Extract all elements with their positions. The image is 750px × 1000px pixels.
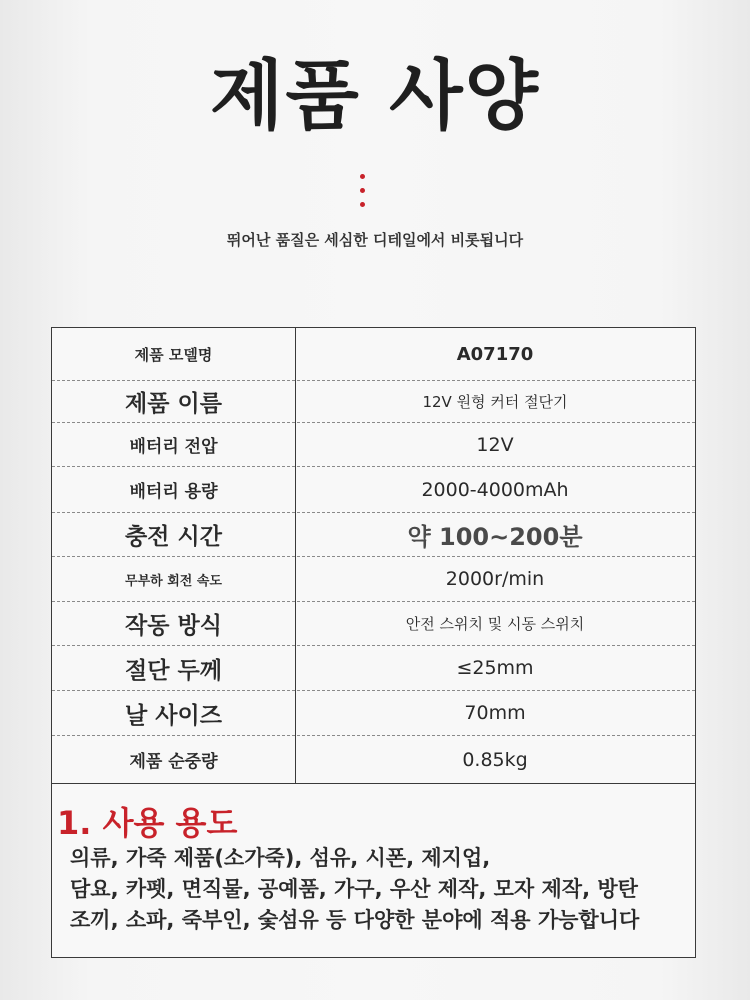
spec-label: 날 사이즈 — [125, 702, 222, 729]
spec-value: 12V 원형 커터 절단기 — [422, 393, 568, 411]
spec-row-operation — [52, 602, 695, 646]
usage-line: 조끼, 소파, 죽부인, 숯섬유 등 다양한 분야에 적용 가능합니다 — [70, 908, 640, 932]
spec-row-capacity — [52, 467, 695, 513]
spec-value: 2000r/min — [445, 568, 545, 590]
spec-row-charge-time — [52, 513, 695, 557]
spec-row-voltage — [52, 423, 695, 467]
spec-label: 배터리 용량 — [129, 482, 218, 502]
spec-value: 70mm — [464, 702, 526, 724]
spec-value: A07170 — [456, 343, 534, 365]
spec-row-weight — [52, 736, 695, 784]
spec-label: 배터리 전압 — [129, 437, 218, 457]
spec-label: 절단 두께 — [125, 657, 222, 684]
spec-row-thickness — [52, 646, 695, 691]
spec-row-model — [52, 328, 695, 381]
spec-label: 제품 이름 — [125, 391, 222, 417]
spec-value: 안전 스위치 및 시동 스위치 — [405, 615, 585, 633]
spec-row-blade — [52, 691, 695, 736]
spec-label: 무부하 회전 속도 — [125, 573, 222, 589]
spec-row-speed — [52, 557, 695, 602]
spec-row-name — [52, 381, 695, 423]
spec-value: 12V — [476, 433, 514, 456]
decorative-dots — [360, 174, 366, 216]
page-subtitle: 뛰어난 품질은 세심한 디테일에서 비롯됩니다 — [226, 231, 524, 249]
spec-label: 작동 방식 — [125, 613, 222, 639]
spec-value: 약 100~200분 — [407, 523, 583, 551]
spec-label: 제품 모델명 — [134, 345, 213, 364]
usage-title: 1. 사용 용도 — [57, 804, 238, 842]
usage-line: 의류, 가죽 제품(소가죽), 섬유, 시폰, 제지업, — [70, 846, 491, 870]
spec-label: 제품 순중량 — [129, 752, 218, 772]
spec-table — [51, 327, 696, 958]
page-title: 제품 사양 — [209, 51, 541, 140]
spec-label: 충전 시간 — [125, 524, 222, 550]
spec-value: 0.85kg — [462, 748, 528, 771]
spec-value: ≤25mm — [456, 657, 534, 679]
spec-value: 2000-4000mAh — [421, 478, 569, 501]
usage-line: 담요, 카펫, 면직물, 공예품, 가구, 우산 제작, 모자 제작, 방탄 — [70, 877, 638, 901]
usage-description — [70, 843, 690, 936]
